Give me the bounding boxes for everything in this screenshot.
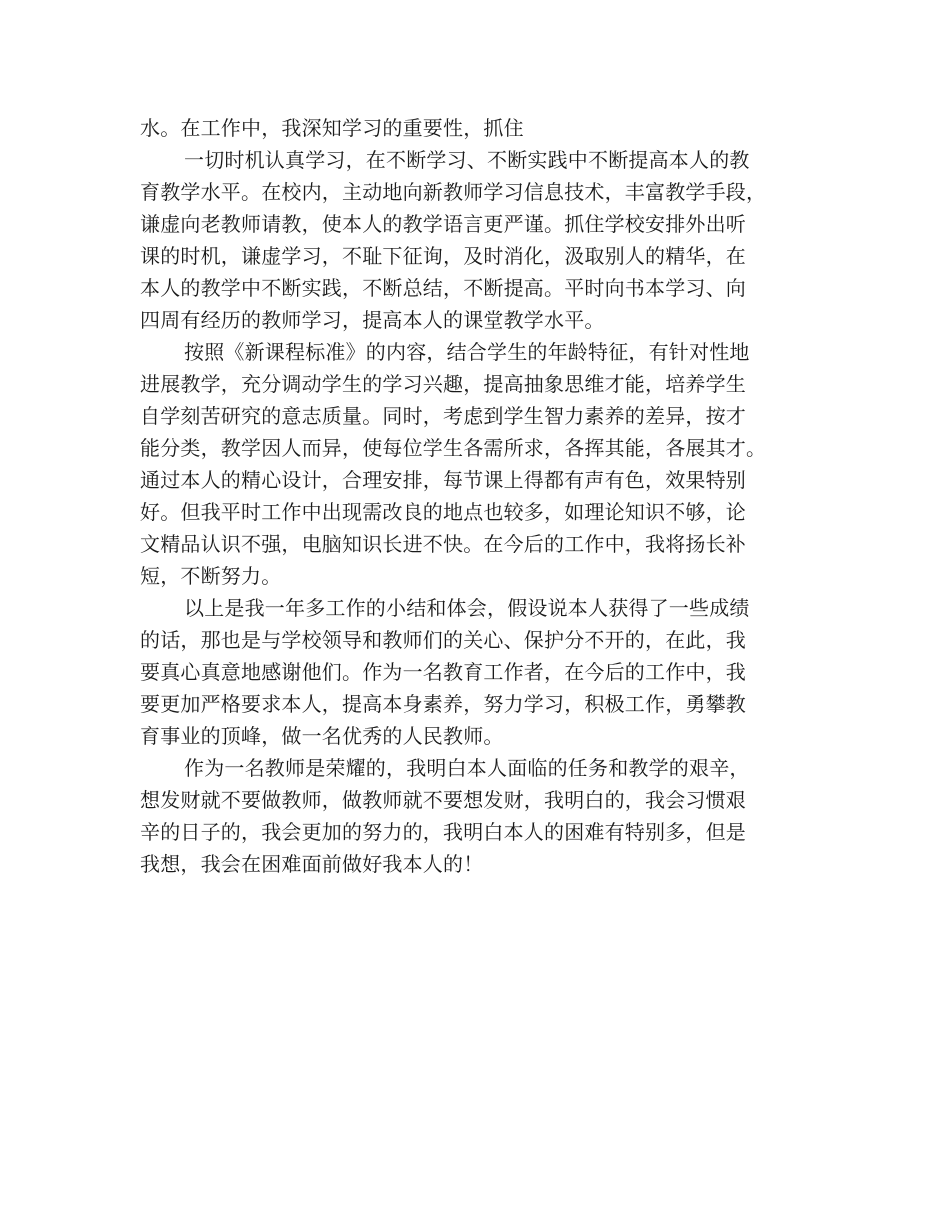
text-line: 通过本人的精心设计，合理安排，每节课上得都有声有色，效果特别 bbox=[140, 468, 746, 492]
document-body bbox=[140, 112, 820, 880]
text-line: 要更加严格要求本人，提高本身素养，努力学习，积极工作，勇攀教 bbox=[140, 692, 746, 716]
text-line: 自学刻苦研究的意志质量。同时，考虑到学生智力素养的差异，按才 bbox=[140, 404, 746, 428]
text-line: 水。在工作中，我深知学习的重要性，抓住 bbox=[140, 116, 524, 140]
text-line: 四周有经历的教师学习，提高本人的课堂教学水平。 bbox=[140, 308, 605, 332]
paragraph-start-line: 以上是我一年多工作的小结和体会，假设说本人获得了一些成绩 bbox=[184, 596, 750, 620]
text-line: 我想，我会在困难面前做好我本人的！ bbox=[140, 852, 484, 876]
paragraph-start-line: 按照《新课程标准》的内容，结合学生的年龄特征，有针对性地 bbox=[184, 340, 750, 364]
text-line: 要真心真意地感谢他们。作为一名教育工作者，在今后的工作中，我 bbox=[140, 660, 746, 684]
text-line: 文精品认识不强，电脑知识长进不快。在今后的工作中，我将扬长补 bbox=[140, 532, 746, 556]
text-line: 想发财就不要做教师，做教师就不要想发财，我明白的，我会习惯艰 bbox=[140, 788, 746, 812]
text-line: 谦虚向老教师请教，使本人的教学语言更严谨。抓住学校安排外出听 bbox=[140, 212, 746, 236]
text-line: 辛的日子的，我会更加的努力的，我明白本人的困难有特别多，但是 bbox=[140, 820, 746, 844]
text-line: 进展教学，充分调动学生的学习兴趣，提高抽象思维才能，培养学生 bbox=[140, 372, 746, 396]
text-line: 能分类，教学因人而异，使每位学生各需所求，各挥其能，各展其才。 bbox=[140, 436, 767, 460]
text-line: 好。但我平时工作中出现需改良的地点也较多，如理论知识不够，论 bbox=[140, 500, 746, 524]
paragraph-start-line: 一切时机认真学习，在不断学习、不断实践中不断提高本人的教 bbox=[184, 148, 750, 172]
text-line: 课的时机，谦虚学习，不耻下征询，及时消化，汲取别人的精华，在 bbox=[140, 244, 746, 268]
text-line: 的话，那也是与学校领导和教师们的关心、保护分不开的，在此，我 bbox=[140, 628, 746, 652]
text-line: 短，不断努力。 bbox=[140, 564, 282, 588]
text-line: 本人的教学中不断实践，不断总结，不断提高。平时向书本学习、向 bbox=[140, 276, 746, 300]
text-line: 育事业的顶峰，做一名优秀的人民教师。 bbox=[140, 724, 504, 748]
text-line: 育教学水平。在校内，主动地向新教师学习信息技术，丰富教学手段， bbox=[140, 180, 767, 204]
paragraph-start-line: 作为一名教师是荣耀的，我明白本人面临的任务和教学的艰辛， bbox=[184, 756, 750, 780]
